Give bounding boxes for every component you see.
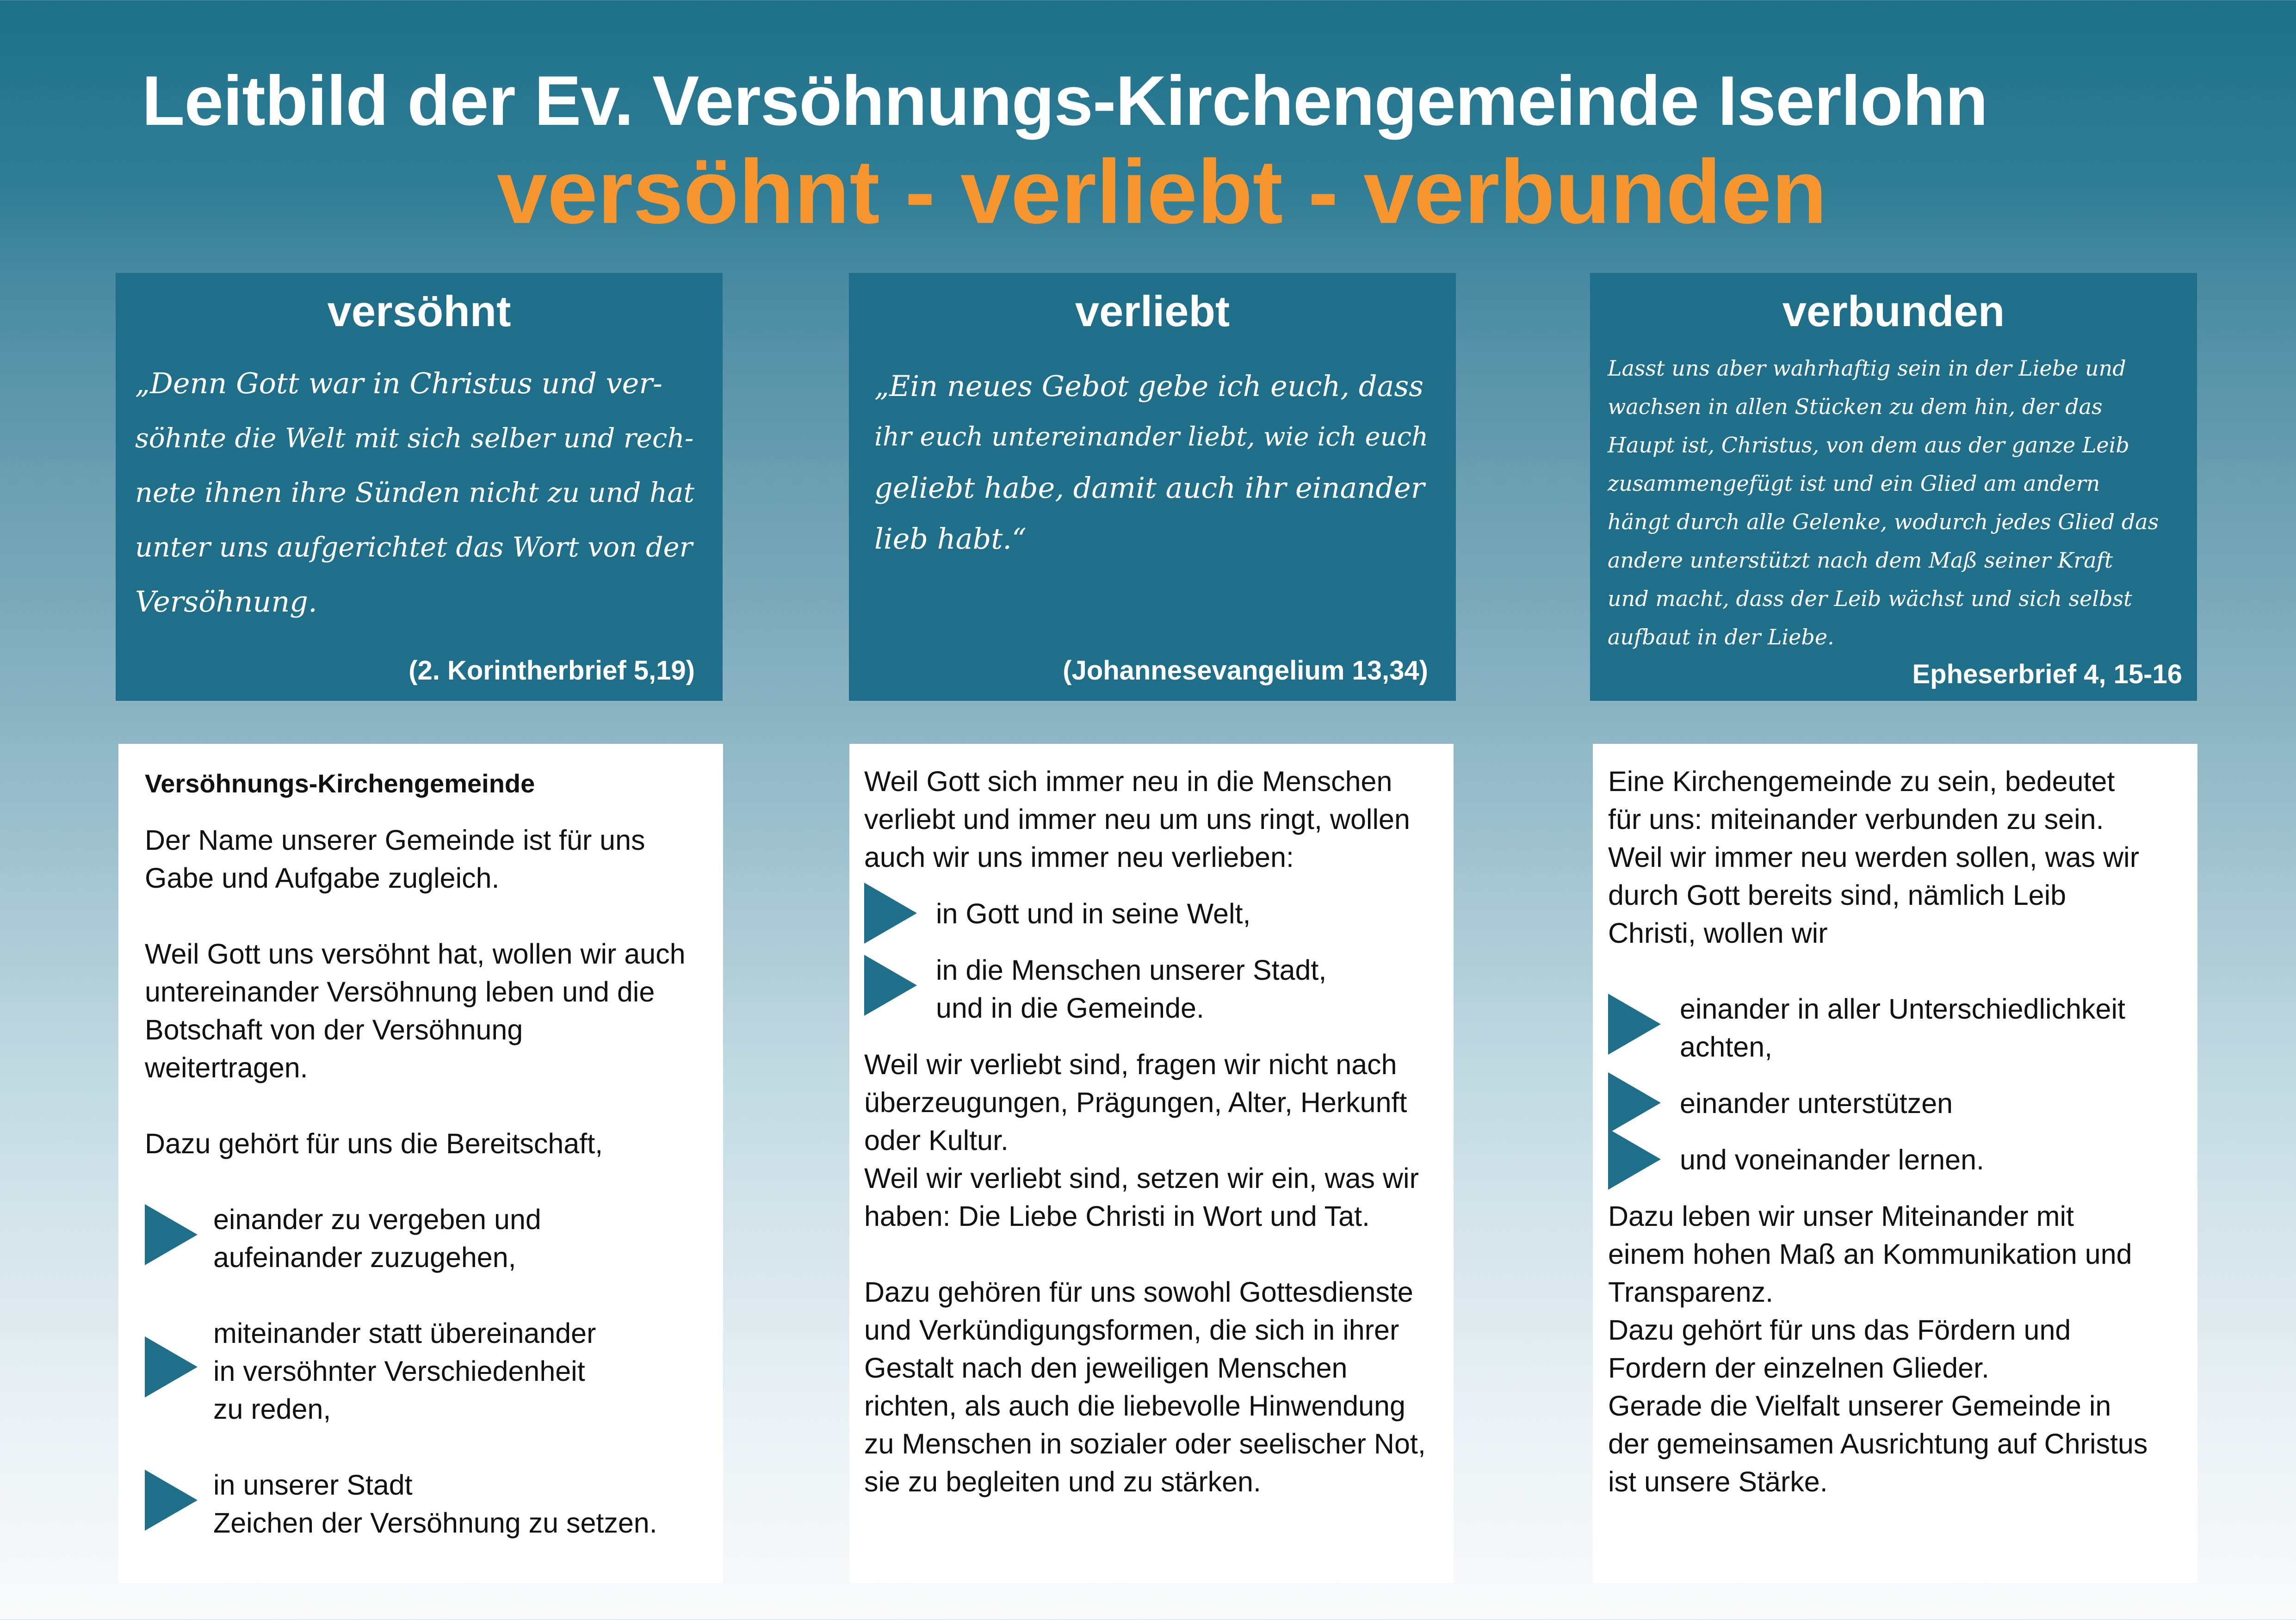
text-line: Gerade die Vielfalt unserer Gemeinde in xyxy=(1608,1390,2111,1422)
text-line: einander zu vergeben und xyxy=(213,1204,541,1235)
text-line: durch Gott bereits sind, nämlich Leib xyxy=(1608,879,2067,911)
triangle-bullet-icon xyxy=(1608,1072,1661,1133)
quote-box-verbunden xyxy=(1590,273,2197,701)
bible-quote xyxy=(874,361,1442,564)
triangle-bullet-icon xyxy=(145,1336,198,1397)
bullet-item xyxy=(1608,1141,2188,1179)
text-line: weitertragen. xyxy=(145,1052,308,1083)
text-line: Der Name unserer Gemeinde ist für uns xyxy=(145,824,645,856)
text-line: Dazu gehören für uns sowohl Gottesdienste xyxy=(864,1276,1413,1308)
text-line: auch wir uns immer neu verlieben: xyxy=(864,841,1294,873)
quote-line: Haupt ist, Christus, von dem aus der ganze Leib xyxy=(1608,433,2129,458)
text-line: Transparenz. xyxy=(1608,1276,1774,1308)
triangle-bullet-icon xyxy=(864,955,917,1016)
quote-line: „Denn Gott war in Christus und ver- xyxy=(135,366,662,400)
text-line: zu reden, xyxy=(213,1393,331,1425)
bullet-item xyxy=(145,1314,714,1428)
text-line: Dazu leben wir unser Miteinander mit xyxy=(1608,1200,2074,1232)
text-line: Weil wir verliebt sind, fragen wir nicht nach xyxy=(864,1049,1397,1080)
quote-line: söhnte die Welt mit sich selber und rech- xyxy=(135,422,694,454)
quote-box-heading: versöhnt xyxy=(327,287,511,335)
text-line: miteinander statt übereinander xyxy=(213,1317,596,1349)
text-line: Weil Gott sich immer neu in die Menschen xyxy=(864,766,1392,797)
bible-quote xyxy=(1608,349,2183,656)
triangle-bullet-icon xyxy=(145,1470,198,1531)
text-line: in unserer Stadt xyxy=(213,1469,413,1501)
text-line: einem hohen Maß an Kommunikation und xyxy=(1608,1238,2132,1270)
quote-line: ihr euch untereinander liebt, wie ich euch xyxy=(874,422,1429,452)
page-title: Leitbild der Ev. Versöhnungs-Kirchengemeinde Iserlohn xyxy=(142,62,1988,140)
quote-line: Lasst uns aber wahrhaftig sein in der Liebe und xyxy=(1608,356,2126,381)
text-line: aufeinander zuzugehen, xyxy=(213,1242,516,1273)
quote-box-versoehnt xyxy=(116,273,723,701)
text-line: Dazu gehört für uns die Bereitschaft, xyxy=(145,1128,603,1159)
quote-line: hängt durch alle Gelenke, wodurch jedes Glied das xyxy=(1608,509,2159,534)
text-line: für uns: miteinander verbunden zu sein. xyxy=(1608,804,2104,835)
bible-citation: (2. Korintherbrief 5,19) xyxy=(408,655,695,686)
text-line: Weil wir verliebt sind, setzen wir ein, was wir xyxy=(864,1162,1419,1194)
text-line: richten, als auch die liebevolle Hinwendung xyxy=(864,1390,1405,1422)
text-card-verbunden xyxy=(1593,744,2197,1583)
card-heading: Versöhnungs-Kirchengemeinde xyxy=(145,769,535,798)
text-line: und Verkündigungsformen, die sich in ihrer xyxy=(864,1314,1399,1346)
text-line: achten, xyxy=(1680,1031,1773,1063)
page-subtitle: versöhnt - verliebt - verbunden xyxy=(496,141,1827,242)
quote-line: unter uns aufgerichtet das Wort von der xyxy=(135,531,693,563)
text-line: in versöhnter Verschiedenheit xyxy=(213,1355,585,1387)
quote-line: „Ein neues Gebot gebe ich euch, dass xyxy=(874,369,1424,403)
text-line: Christi, wollen wir xyxy=(1608,917,1828,949)
text-line: Weil wir immer neu werden sollen, was wir xyxy=(1608,841,2140,873)
text-card-versoehnt xyxy=(118,744,723,1583)
text-line: Eine Kirchengemeinde zu sein, bedeutet xyxy=(1608,766,2115,797)
text-line: Weil Gott uns versöhnt hat, wollen wir auch xyxy=(145,938,686,970)
text-line: Zeichen der Versöhnung zu setzen. xyxy=(213,1507,657,1539)
quote-line: aufbaut in der Liebe. xyxy=(1608,625,1834,649)
text-line: Dazu gehört für uns das Fördern und xyxy=(1608,1314,2071,1346)
bullet-item xyxy=(145,1200,714,1276)
text-line: in Gott und in seine Welt, xyxy=(936,898,1251,929)
bible-quote xyxy=(135,356,709,629)
text-line: Fordern der einzelnen Glieder. xyxy=(1608,1352,1989,1384)
triangle-bullet-icon xyxy=(1608,994,1661,1055)
bullet-item xyxy=(864,951,1444,1027)
triangle-bullet-icon xyxy=(864,883,917,944)
quote-line: geliebt habe, damit auch ihr einander xyxy=(874,471,1425,505)
quote-line: und macht, dass der Leib wächst und sich selbst xyxy=(1608,586,2132,611)
text-line: zu Menschen in sozialer oder seelischer Not, xyxy=(864,1428,1426,1459)
text-line: und in die Gemeinde. xyxy=(936,992,1204,1024)
text-line: sie zu begleiten und zu stärken. xyxy=(864,1466,1261,1497)
text-line: Gestalt nach den jeweiligen Menschen xyxy=(864,1352,1348,1384)
quote-line: wachsen in allen Stücken zu dem hin, der das xyxy=(1608,394,2103,419)
bible-citation: (Johannesevangelium 13,34) xyxy=(1063,655,1428,686)
quote-box-verliebt xyxy=(849,273,1456,701)
text-line: haben: Die Liebe Christi in Wort und Tat. xyxy=(864,1200,1370,1232)
triangle-bullet-icon xyxy=(1608,1129,1661,1190)
text-line: Botschaft von der Versöhnung xyxy=(145,1014,523,1045)
bullet-item xyxy=(1608,990,2188,1066)
quote-line: nete ihnen ihre Sünden nicht zu und hat xyxy=(135,476,695,508)
quote-line: Versöhnung. xyxy=(135,585,317,618)
text-line: Gabe und Aufgabe zugleich. xyxy=(145,862,500,894)
quote-line: andere unterstützt nach dem Maß seiner Kraft xyxy=(1608,548,2113,573)
text-line: untereinander Versöhnung leben und die xyxy=(145,976,655,1008)
quote-box-heading: verbunden xyxy=(1782,287,2005,335)
bullet-item xyxy=(145,1466,714,1542)
text-line: in die Menschen unserer Stadt, xyxy=(936,954,1327,986)
text-line: einander in aller Unterschiedlichkeit xyxy=(1680,993,2125,1025)
bullet-item xyxy=(1608,1084,2188,1122)
quote-box-heading: verliebt xyxy=(1075,287,1230,335)
bullet-item xyxy=(864,895,1444,933)
text-line: ist unsere Stärke. xyxy=(1608,1466,1828,1497)
quote-line: zusammengefügt ist und ein Glied am andern xyxy=(1608,471,2100,496)
text-line: oder Kultur. xyxy=(864,1125,1009,1156)
bible-citation: Epheserbrief 4, 15-16 xyxy=(1912,659,2182,689)
text-line: einander unterstützen xyxy=(1680,1088,1953,1119)
text-line: verliebt und immer neu um uns ringt, wollen xyxy=(864,804,1410,835)
text-card-verliebt xyxy=(849,744,1454,1583)
triangle-bullet-icon xyxy=(145,1204,198,1265)
text-line: und voneinander lernen. xyxy=(1680,1144,1984,1175)
text-line: der gemeinsamen Ausrichtung auf Christus xyxy=(1608,1428,2148,1459)
text-line: überzeugungen, Prägungen, Alter, Herkunft xyxy=(864,1087,1407,1118)
quote-line: lieb habt.“ xyxy=(874,522,1027,556)
